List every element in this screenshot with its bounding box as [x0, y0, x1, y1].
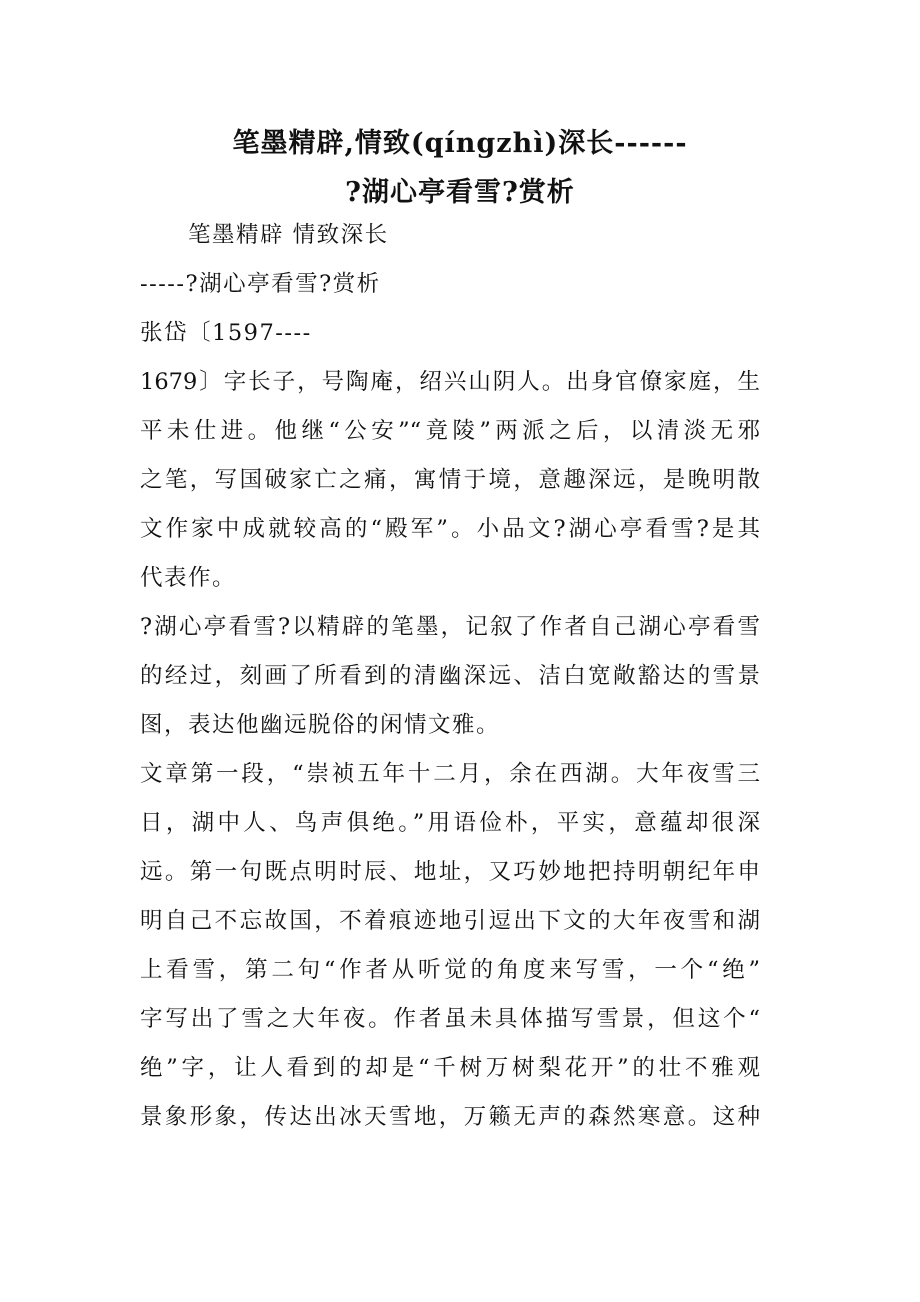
- title-line-1: 笔墨精辟,情致(qíngzhì)深长------: [232, 128, 688, 159]
- body-line: 之笔，写国破家亡之痛，寓情于境，意趣深远，是晚明散: [140, 467, 760, 493]
- body-line: 文作家中成就较高的“殿军”。小品文?湖心亭看雪?是其: [140, 516, 760, 542]
- body-line: 明自己不忘故国，不着痕迹地引逗出下文的大年夜雪和湖: [140, 908, 760, 934]
- body-line: 字写出了雪之大年夜。作者虽未具体描写雪景，但这个“: [140, 1006, 760, 1032]
- body-line: 平未仕进。他继“公安”“竟陵”两派之后，以清淡无邪: [140, 418, 760, 444]
- body-line: 绝”字，让人看到的却是“千树万树梨花开”的壮不雅观: [140, 1055, 760, 1081]
- body-line: 图，表达他幽远脱俗的闲情文雅。: [140, 712, 501, 738]
- body-line: 文章第一段，“崇祯五年十二月，余在西湖。大年夜雪三: [140, 761, 760, 787]
- body-line: 1679〕字长子，号陶庵，绍兴山阴人。出身官僚家庭，生: [140, 369, 760, 395]
- body-line: 的经过，刻画了所看到的清幽深远、洁白宽敞豁达的雪景: [140, 663, 760, 689]
- author-line: 张岱〔1597----: [140, 320, 312, 346]
- body-line: 远。第一句既点明时辰、地址，又巧妙地把持明朝纪年申: [140, 859, 760, 885]
- body-line: 代表作。: [140, 565, 237, 591]
- body-line: 上看雪，第二句“作者从听觉的角度来写雪，一个“绝”: [140, 957, 760, 983]
- body-line: ?湖心亭看雪?以精辟的笔墨，记叙了作者自己湖心亭看雪: [140, 614, 760, 640]
- body-line: 景象形象，传达出冰天雪地，万籁无声的森然寒意。这种: [140, 1104, 760, 1130]
- title-line-2: ?湖心亭看雪?赏析: [345, 177, 575, 208]
- subtitle-dashes: -----?湖心亭看雪?赏析: [140, 271, 381, 297]
- subtitle: 笔墨精辟 情致深长: [188, 222, 389, 248]
- body-line: 日，湖中人、鸟声俱绝。”用语俭朴，平实，意蕴却很深: [140, 810, 760, 836]
